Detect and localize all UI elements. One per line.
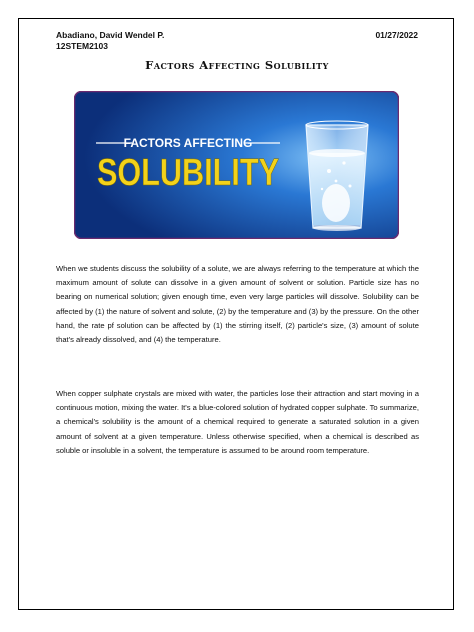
banner-headline: SOLUBILITY xyxy=(97,152,279,194)
glass-of-water-icon xyxy=(306,121,368,231)
paragraph-copper-sulphate: When copper sulphate crystals are mixed with water, the particles lose their attraction and start moving in a continuous motion, mixing the water. It's a blue-colored solution of hydrated copper sulphate. To summarize, a chemical's solubility is the amount of a chemical required to generate a saturated solution in a given amount of solvent at a given temperature. Unless otherwise specified, when a chemical is described as soluble or insoluble in a solvent, the temperature is assumed to be around room temperature. xyxy=(56,389,419,455)
banner-subtitle: FACTORS AFFECTING xyxy=(123,136,253,150)
document-date: 01/27/2022 xyxy=(375,30,418,40)
solubility-banner-image xyxy=(74,91,399,239)
document-title: Factors Affecting Solubility xyxy=(145,58,329,72)
author-name: Abadiano, David Wendel P. xyxy=(56,30,165,40)
paragraph-solubility-factors: When we students discuss the solubility of a solute, we are always referring to the temperature at which the maximum amount of solute can dissolve in a given amount of solvent or solution. Particle size has no bearing on numerical solution; given enough time, even very large particles will dissolve. Solubility can be affected by (1) the nature of solvent and solute, (2) by the temperature and (3) by the pressure. On the other hand, the rate pf solution can be affected by (1) the stirring itself, (2) particle's size, (3) amount of solute that's already dissolved, and (4) the temperature. xyxy=(56,264,419,345)
section-code: 12STEM2103 xyxy=(56,41,108,51)
